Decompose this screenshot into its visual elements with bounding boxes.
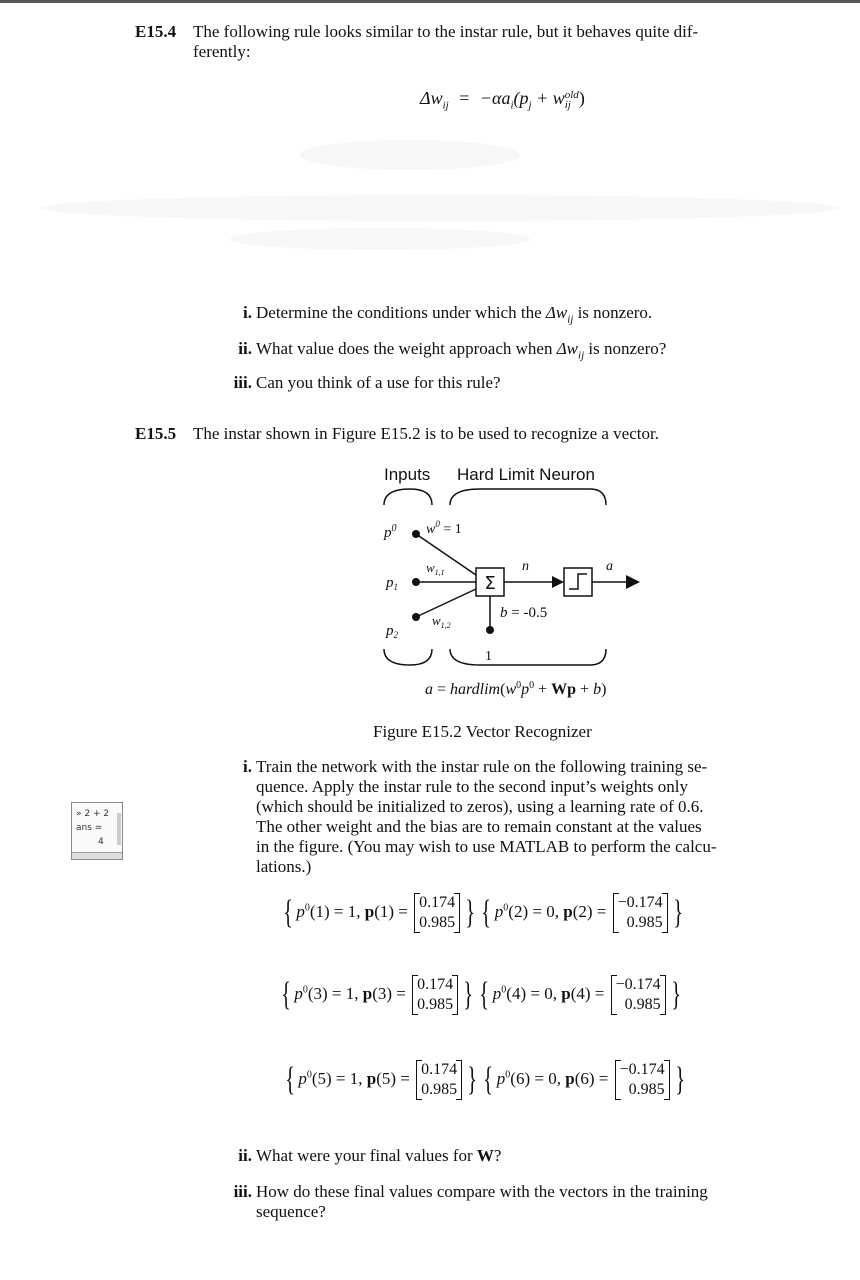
exercise-number-e15-5: E15.5 — [135, 424, 177, 443]
scan-smudge — [300, 140, 520, 170]
pair-index: 3 — [377, 983, 387, 1003]
p-vector-symbol: p — [366, 1068, 377, 1088]
p0-sup: 0 — [501, 984, 507, 996]
pair-index: 4 — [576, 983, 585, 1003]
pair-index: 1 — [315, 901, 324, 921]
p0-symbol: p — [492, 983, 502, 1003]
p0-symbol: p — [298, 1068, 307, 1088]
e15-5-item-iii-text — [256, 1182, 830, 1222]
training-pair: { $p^0(1) = 1$, p(1) = 0.174 0.985 } — [283, 894, 476, 931]
eq-rhs-plus: + w — [531, 88, 565, 108]
close-brace: } — [670, 976, 681, 1013]
vector-element: 0.985 — [419, 914, 456, 931]
neuron-top-brace — [450, 489, 606, 505]
bias-node — [486, 626, 494, 634]
vector-element: 0.985 — [421, 1081, 458, 1098]
p-vector — [412, 975, 458, 1015]
p0-sup: 0 — [304, 902, 310, 914]
exercise-number-e15-4: E15.4 — [135, 22, 177, 41]
vector-element: 0.985 — [628, 1081, 665, 1098]
item-i-line: lations.) — [256, 857, 312, 876]
close-brace: } — [674, 1061, 685, 1098]
item-iii-line: sequence? — [256, 1202, 326, 1221]
top-rule — [0, 0, 860, 3]
connection-p0 — [416, 534, 476, 575]
p0-value: 0 — [544, 983, 553, 1003]
item-i-line: (which should be initialized to zeros), using a learning rate of 0.6. — [256, 797, 704, 816]
open-brace: { — [481, 894, 492, 931]
item-text-post: is nonzero. — [573, 303, 653, 322]
p-vector-symbol: p — [364, 901, 375, 921]
eq-close: ) — [578, 88, 585, 108]
inputs-top-brace — [384, 489, 432, 505]
bias-label: b = -0.5 — [500, 605, 548, 621]
matlab-line: » 2 + 2 — [76, 809, 110, 819]
neuron-bottom-brace — [450, 649, 606, 665]
eq-sub-j: j — [528, 99, 532, 112]
weight-w0: $w^0 = 1$ — [426, 519, 462, 537]
p-vector — [414, 893, 460, 933]
e15-5-item-ii-text — [256, 1146, 830, 1166]
eq-sub-i: i — [510, 99, 514, 112]
p0-value: 0 — [546, 901, 555, 921]
training-row — [282, 1060, 688, 1100]
item-number: i. — [243, 303, 252, 322]
n-arrowhead — [552, 576, 564, 588]
p0-sup: 0 — [503, 902, 509, 914]
eq-lhs: Δw — [420, 88, 443, 108]
training-pair: { $p^0(6) = 0$, p(6) = −0.174 0.985 } — [483, 1061, 685, 1098]
vector-element: 0.985 — [417, 996, 454, 1013]
close-brace: } — [467, 1061, 478, 1098]
p-vector-symbol: p — [561, 983, 571, 1003]
p-vector — [416, 1060, 462, 1100]
item-number: iii. — [233, 373, 252, 392]
eq-sub-ij: ij — [564, 98, 571, 111]
e15-4-item-iii — [218, 373, 501, 393]
vector-element: 0.174 — [417, 976, 454, 993]
item-i-line: The other weight and the bias are to remain constant at the values — [256, 817, 702, 836]
pair-index: 2 — [578, 901, 587, 921]
open-brace: { — [483, 1061, 494, 1098]
e15-4-item-ii — [218, 339, 666, 365]
weight-w11: $w_{1,1}$ — [426, 560, 445, 577]
item-delta-sub: ij — [567, 313, 574, 326]
close-brace: } — [672, 894, 683, 931]
pair-index: 5 — [317, 1068, 326, 1088]
p-vector-symbol: p — [362, 983, 373, 1003]
p0-symbol: p — [494, 901, 504, 921]
close-brace: } — [463, 976, 474, 1013]
pair-index: 3 — [313, 983, 322, 1003]
p0-sup: 0 — [306, 1069, 312, 1081]
figure-formula: $a = hardlim(w^0p^0 + Wp + b)$ — [425, 680, 607, 698]
training-row — [278, 975, 684, 1015]
close-brace: } — [465, 894, 476, 931]
matlab-line: ans = — [76, 823, 103, 833]
matlab-icon — [71, 802, 123, 860]
item-delta: Δw — [556, 339, 579, 358]
item-text: Determine the conditions under which the — [256, 303, 546, 322]
p-vector — [615, 1060, 670, 1100]
open-brace: { — [281, 976, 292, 1013]
inputs-bottom-brace — [384, 649, 432, 665]
p-vector-symbol: p — [565, 1068, 575, 1088]
pair-index: 4 — [511, 983, 521, 1003]
pair-index: 5 — [381, 1068, 391, 1088]
matlab-line: 4 — [98, 837, 104, 847]
training-pair: { $p^0(2) = 0$, p(2) = −0.174 0.985 } — [481, 894, 683, 931]
p0-symbol: p — [496, 1068, 506, 1088]
pair-index: 6 — [515, 1068, 525, 1088]
vector-element: −0.174 — [619, 1061, 665, 1078]
input-p0: $p^0$ — [384, 523, 397, 541]
item-ii-text: What were your final values for — [256, 1146, 477, 1165]
matlab-statusbar — [72, 852, 122, 859]
item-text: What value does the weight approach when — [256, 339, 557, 358]
figure-caption: Figure E15.2 Vector Recognizer — [373, 722, 592, 741]
open-brace: { — [285, 1061, 296, 1098]
pair-index: 2 — [513, 901, 523, 921]
scan-smudge — [40, 195, 840, 221]
item-ii-W: W — [476, 1146, 494, 1165]
p-vector — [611, 975, 666, 1015]
e15-5-intro: The instar shown in Figure E15.2 is to be used to recognize a vector. — [193, 424, 659, 443]
input-p1: $p_1$ — [386, 575, 398, 592]
p-vector-symbol: p — [563, 901, 573, 921]
eq-sup-old: old — [564, 88, 579, 101]
vector-element: 0.174 — [419, 894, 456, 911]
training-row — [280, 893, 686, 933]
item-text: Can you think of a use for this rule? — [256, 373, 501, 392]
e15-4-intro-line2: ferently: — [193, 42, 251, 61]
pair-index: 1 — [379, 901, 389, 921]
e15-5-item-i-text — [256, 757, 830, 877]
e15-5-item-iii-number: iii. — [233, 1182, 252, 1201]
vector-element: −0.174 — [617, 894, 663, 911]
open-brace: { — [283, 894, 294, 931]
open-brace: { — [479, 976, 490, 1013]
item-text-post: is nonzero? — [584, 339, 667, 358]
p0-symbol: p — [294, 983, 303, 1003]
e15-4-item-i — [218, 303, 652, 329]
e15-5-item-ii-number: ii. — [238, 1146, 252, 1165]
weight-w12: $w_{1,2}$ — [432, 613, 451, 630]
item-i-line: Train the network with the instar rule on the following training se- — [256, 757, 708, 776]
eq-equals: = — [459, 88, 470, 108]
scan-smudge — [230, 228, 530, 250]
item-ii-post: ? — [493, 1146, 502, 1165]
p0-sup: 0 — [505, 1069, 511, 1081]
label-n: n — [522, 559, 529, 574]
training-pair: { $p^0(3) = 1$, p(3) = 0.174 0.985 } — [281, 976, 474, 1013]
bias-input-one: 1 — [485, 649, 492, 664]
p0-value: 1 — [347, 901, 357, 921]
eq-rhs-mid: (p — [513, 88, 529, 108]
vector-recognizer-figure — [370, 455, 670, 705]
item-iii-line: How do these final values compare with the vectors in the training — [256, 1182, 708, 1201]
item-i-line: in the figure. (You may wish to use MATLAB to perform the calcu- — [256, 837, 717, 856]
training-pair: { $p^0(4) = 0$, p(4) = −0.174 0.985 } — [479, 976, 681, 1013]
vector-element: 0.174 — [421, 1061, 458, 1078]
figure-label-neuron: Hard Limit Neuron — [457, 465, 595, 484]
p0-sup: 0 — [302, 984, 308, 996]
e15-4-equation — [420, 88, 585, 112]
e15-4-intro — [193, 22, 833, 62]
connection-p2 — [416, 589, 476, 617]
vector-element: 0.985 — [626, 914, 663, 931]
p-vector — [613, 893, 668, 933]
eq-rhs-pre: −αa — [479, 88, 511, 108]
figure-label-inputs: Inputs — [384, 465, 431, 484]
e15-4-intro-line1: The following rule looks similar to the instar rule, but it behaves quite dif- — [193, 22, 699, 41]
vector-element: 0.985 — [624, 996, 661, 1013]
sum-symbol: Σ — [484, 573, 496, 594]
item-i-line: quence. Apply the instar rule to the second input’s weights only — [256, 777, 689, 796]
p0-symbol: p — [296, 901, 305, 921]
input-p2: $p_2$ — [386, 623, 398, 640]
pair-index: 6 — [580, 1068, 589, 1088]
item-delta-sub: ij — [578, 349, 585, 362]
eq-lhs-sub: ij — [442, 99, 449, 112]
p0-value: 0 — [548, 1068, 557, 1088]
item-number: ii. — [238, 339, 252, 358]
label-a: a — [606, 559, 613, 574]
matlab-scrollbar — [117, 813, 121, 845]
vector-element: −0.174 — [615, 976, 661, 993]
a-arrowhead — [626, 575, 640, 589]
training-pair: { $p^0(5) = 1$, p(5) = 0.174 0.985 } — [285, 1061, 478, 1098]
p0-value: 1 — [345, 983, 355, 1003]
item-delta: Δw — [545, 303, 568, 322]
p0-value: 1 — [349, 1068, 359, 1088]
e15-5-item-i-number: i. — [243, 757, 252, 776]
